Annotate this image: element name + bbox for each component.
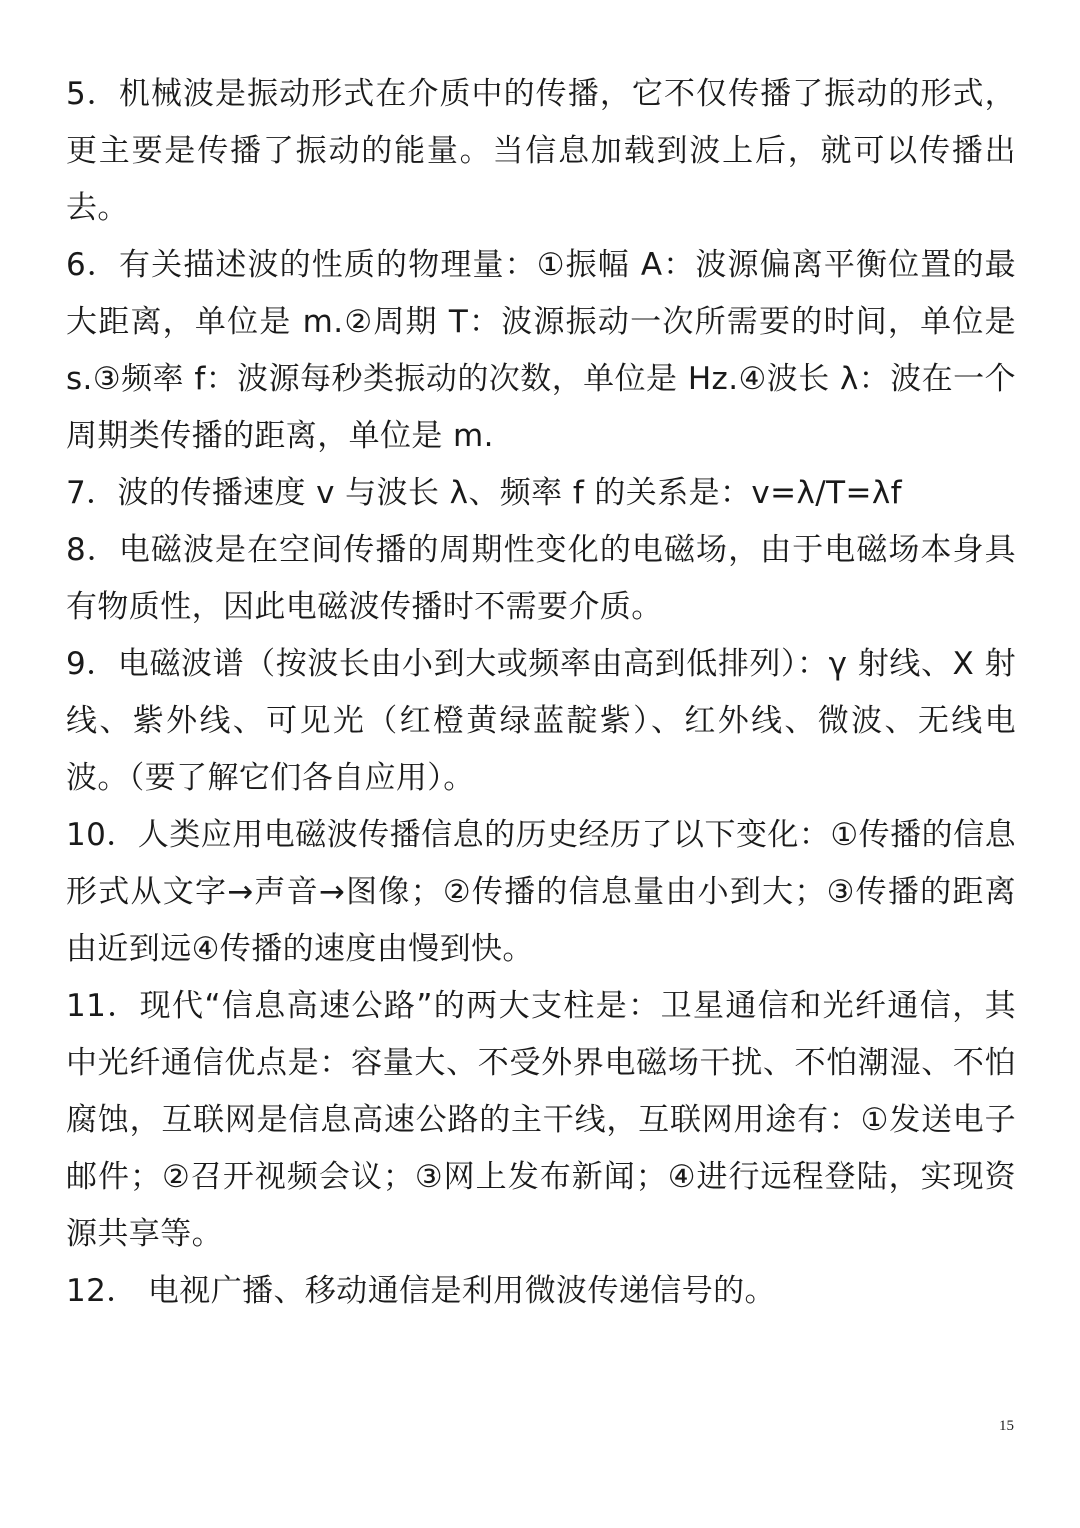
- paragraph-item-11: 11．现代“信息高速公路”的两大支柱是：卫星通信和光纤通信，其中光纤通信优点是：容量大、不受外界电磁场干扰、不怕潮湿、不怕腐蚀，互联网是信息高速公路的主干线，互联网用途有：①发送电子邮件；②召开视频会议；③网上发布新闻；④进行远程登陆，实现资源共享等。: [66, 988, 1016, 1252]
- paragraph-item-6: 6．有关描述波的性质的物理量：①振幅 A：波源偏离平衡位置的最大距离，单位是 m.②周期 T：波源振动一次所需要的时间，单位是 s.③频率 f：波源每秒类振动的次数，单位是 Hz.④波长 λ：波在一个周期类传播的距离，单位是 m.: [66, 247, 1016, 454]
- page-number: 15: [999, 1418, 1014, 1434]
- paragraph-item-10: 10．人类应用电磁波传播信息的历史经历了以下变化：①传播的信息形式从文字→声音→图像；②传播的信息量由小到大；③传播的距离由近到远④传播的速度由慢到快。: [66, 817, 1016, 967]
- paragraph-item-5: 5．机械波是振动形式在介质中的传播，它不仅传播了振动的形式，更主要是传播了振动的能量。当信息加载到波上后，就可以传播出去。: [66, 76, 1016, 226]
- paragraph-item-12: 12． 电视广播、移动通信是利用微波传递信号的。: [66, 1273, 776, 1309]
- paragraph-item-8: 8．电磁波是在空间传播的周期性变化的电磁场，由于电磁场本身具有物质性，因此电磁波传播时不需要介质。: [66, 532, 1016, 625]
- paragraph-item-9: 9．电磁波谱（按波长由小到大或频率由高到低排列）：γ 射线、X 射线、紫外线、可见光（红橙黄绿蓝靛紫）、红外线、微波、无线电波。（要了解它们各自应用）。: [66, 646, 1016, 796]
- paragraph-item-7: 7．波的传播速度 v 与波长 λ、频率 f 的关系是：v=λ/T=λf: [66, 475, 902, 511]
- document-body: [66, 66, 1016, 1320]
